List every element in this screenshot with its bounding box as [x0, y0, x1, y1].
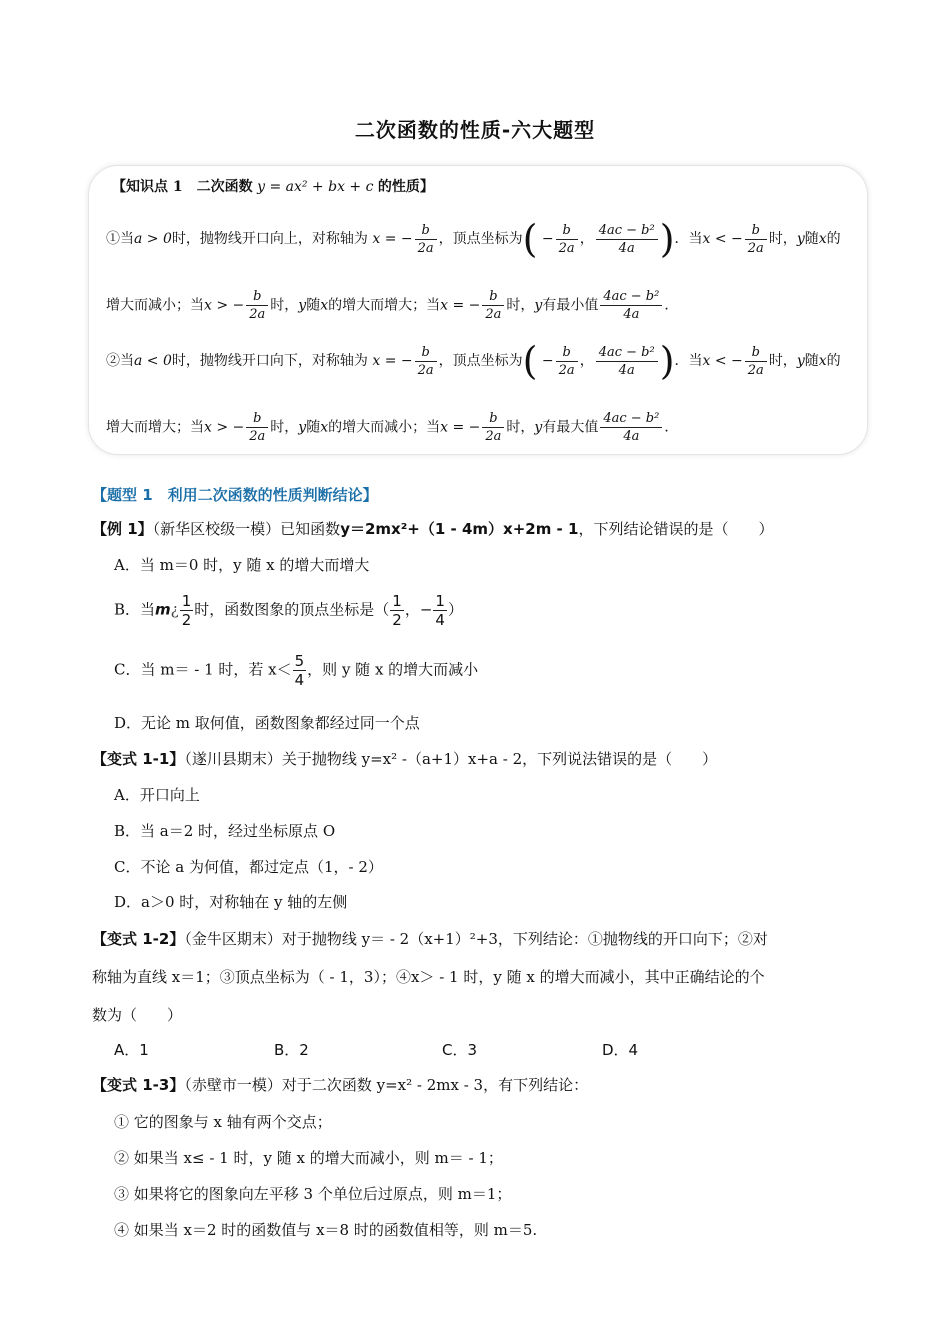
fraction: $\frac{b}{2a}$ — [556, 344, 578, 379]
example-1-question: 【例 1】（新华区校级一模）已知函数y＝2mx²+（1 - 4m）x+2m - 1，下列结论错误的是（ ） — [92, 520, 774, 538]
example-1-option-c: C．当 m＝ - 1 时，若 x＜ $\frac{5}{4}$ ，则 y 随 x 的增大而减小 — [114, 652, 479, 689]
knowledge-header: 【知识点 1 二次函数 y = ax² + bx + c 的性质】 — [112, 179, 434, 195]
variant-1-3-item-1: ① 它的图象与 x 轴有两个交点； — [114, 1113, 332, 1131]
fraction: $\frac{b}{2a}$ — [745, 222, 767, 257]
variant-1-2-option-d: D．4 — [602, 1041, 639, 1059]
variant-1-1-option-c: C．不论 a 为何值，都过定点（1，- 2） — [114, 858, 383, 876]
variant-1-1-question: 【变式 1-1】（遂川县期末）关于抛物线 y=x² -（a+1）x+a - 2，下列说法错误的是（ ） — [92, 750, 718, 768]
variant-1-2-question: 【变式 1-2】（金牛区期末）对于抛物线 y＝ - 2（x+1）²+3，下列结论：①抛物线的开口向下；②对 — [92, 930, 768, 948]
variant-1-2-option-c: C．3 — [442, 1041, 478, 1059]
variant-1-2-question-line3: 数为（ ） — [92, 1006, 183, 1024]
example-1-option-b: B．当m¿ $\frac{1}{2}$ 时，函数图象的顶点坐标是（ $\frac{1}{2}$ ，− $\frac{1}{4}$ ） — [114, 592, 463, 629]
fraction: $\frac{\text{4ac − b²}}{4a}$ — [600, 410, 662, 445]
fraction: $\frac{b}{2a}$ — [415, 222, 437, 257]
fraction: $\frac{b}{2a}$ — [246, 410, 268, 445]
fraction: $\frac{b}{2a}$ — [745, 344, 767, 379]
fraction: $\frac{\text{4ac − b²}}{4a}$ — [596, 222, 658, 257]
variant-1-3-question: 【变式 1-3】（赤壁市一模）对于二次函数 y=x² - 2mx - 3，有下列结论： — [92, 1076, 589, 1094]
variant-1-2-option-a: A．1 — [114, 1041, 149, 1059]
knowledge-p1-line2: 增大而减小；当x > − $\frac{b}{2a}$ 时，y随x的增大而增大；当x = − $\frac{b}{2a}$ 时，y有最小值 $\frac{\text{4ac − b²}}{4a}$ ． — [106, 289, 679, 322]
knowledge-p2-line1: ②当a < 0时，抛物线开口向下，对称轴为 x = − $\frac{b}{2a}$ ，顶点坐标为( − $\frac{b}{2a}$ ， $\frac{\text{4ac − b²}}{4a}$ )．当x < − $\frac{b}{2a}$ 时，y随x的 — [106, 339, 841, 383]
variant-1-3-item-2: ② 如果当 x≤ - 1 时，y 随 x 的增大而减小，则 m＝ - 1； — [114, 1149, 503, 1167]
section-title-1: 【题型 1 利用二次函数的性质判断结论】 — [92, 486, 378, 504]
variant-1-2-question-line2: 称轴为直线 x＝1；③顶点坐标为（ - 1，3）；④x＞ - 1 时，y 随 x 的增大而减小，其中正确结论的个 — [92, 968, 765, 986]
fraction: $\frac{\text{4ac − b²}}{4a}$ — [600, 288, 662, 323]
example-1-option-a: A．当 m＝0 时，y 随 x 的增大而增大 — [114, 556, 370, 574]
variant-1-3-item-3: ③ 如果将它的图象向左平移 3 个单位后过原点，则 m＝1； — [114, 1185, 512, 1203]
fraction: $\frac{b}{2a}$ — [482, 410, 504, 445]
variant-1-2-option-b: B．2 — [274, 1041, 309, 1059]
variant-1-1-option-a: A．开口向上 — [114, 786, 200, 804]
knowledge-p2-line2: 增大而增大；当x > − $\frac{b}{2a}$ 时，y随x的增大而减小；当x = − $\frac{b}{2a}$ 时，y有最大值 $\frac{\text{4ac − b²}}{4a}$ ． — [106, 411, 679, 444]
fraction: $\frac{\text{4ac − b²}}{4a}$ — [596, 344, 658, 379]
fraction: $\frac{b}{2a}$ — [246, 288, 268, 323]
general-form-formula: y = ax² + bx + c — [257, 179, 374, 195]
variant-1-3-item-4: ④ 如果当 x＝2 时的函数值与 x＝8 时的函数值相等，则 m＝5. — [114, 1221, 538, 1239]
fraction: $\frac{b}{2a}$ — [482, 288, 504, 323]
knowledge-p1-line1: ①当a > 0时，抛物线开口向上，对称轴为 x = − $\frac{b}{2a}$ ，顶点坐标为( − $\frac{b}{2a}$ ， $\frac{\text{4ac − b²}}{4a}$ )．当x < − $\frac{b}{2a}$ 时，y随x的 — [106, 217, 841, 261]
variant-1-1-option-d: D．a＞0 时，对称轴在 y 轴的左侧 — [114, 893, 348, 911]
fraction: $\frac{b}{2a}$ — [415, 344, 437, 379]
example-1-option-d: D．无论 m 取何值，函数图象都经过同一个点 — [114, 714, 420, 732]
page-title: 二次函数的性质-六大题型 — [354, 118, 596, 142]
fraction: $\frac{b}{2a}$ — [556, 222, 578, 257]
variant-1-1-option-b: B．当 a＝2 时，经过坐标原点 O — [114, 822, 336, 840]
